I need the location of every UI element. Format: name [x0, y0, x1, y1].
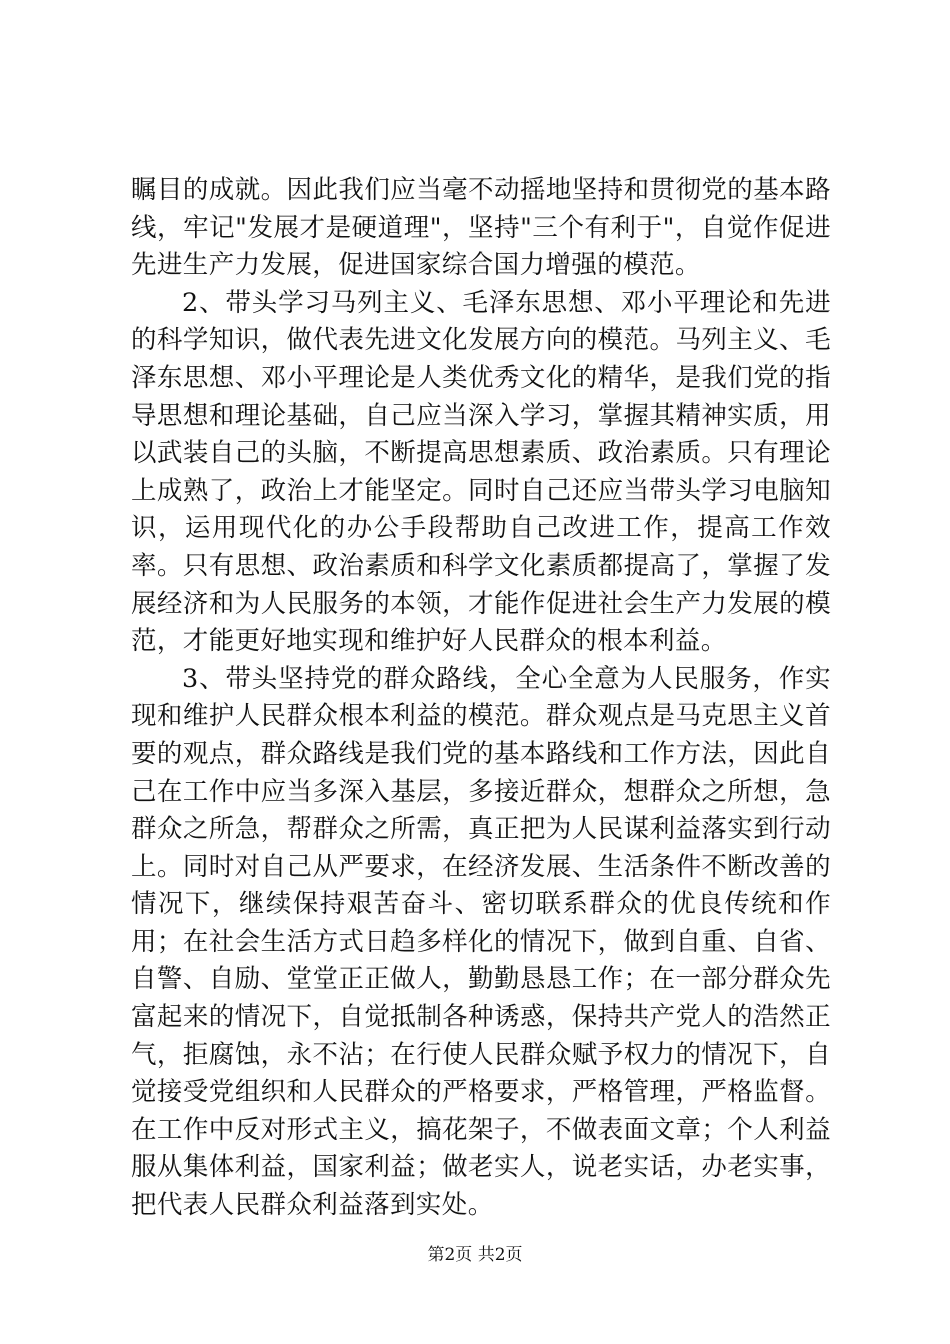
document-body [131, 172, 831, 1225]
paragraph-point-2: 2、带头学习马列主义、毛泽东思想、邓小平理论和先进的科学知识，做代表先进文化发展方向的模范。马列主义、毛泽东思想、邓小平理论是人类优秀文化的精华，是我们党的指导思想和理论基础，自己应当深入学习，掌握其精神实质，用以武装自己的头脑，不断提高思想素质、政治素质。只有理论上成熟了，政治上才能坚定。同时自己还应当带头学习电脑知识，运用现代化的办公手段帮助自己改进工作，提高工作效率。只有思想、政治素质和科学文化素质都提高了，掌握了发展经济和为人民服务的本领，才能作促进社会生产力发展的模范，才能更好地实现和维护好人民群众的根本利益。 [131, 287, 831, 657]
paragraph-continuation: 瞩目的成就。因此我们应当毫不动摇地坚持和贯彻党的基本路线，牢记"发展才是硬道理"，坚持"三个有利于"，自觉作促进先进生产力发展，促进国家综合国力增强的模范。 [131, 175, 831, 281]
paragraph-point-3: 3、带头坚持党的群众路线，全心全意为人民服务，作实现和维护人民群众根本利益的模范。群众观点是马克思主义首要的观点，群众路线是我们党的基本路线和工作方法，因此自己在工作中应当多深入基层，多接近群众，想群众之所想，急群众之所急，帮群众之所需，真正把为人民谋利益落实到行动上。同时对自己从严要求，在经济发展、生活条件不断改善的情况下，继续保持艰苦奋斗、密切联系群众的优良传统和作用；在社会生活方式日趋多样化的情况下，做到自重、自省、自警、自励、堂堂正正做人，勤勤恳恳工作；在一部分群众先富起来的情况下，自觉抵制各种诱惑，保持共产党人的浩然正气，拒腐蚀，永不沾；在行使人民群众赋予权力的情况下，自觉接受党组织和人民群众的严格要求，严格管理，严格监督。在工作中反对形式主义，搞花架子，不做表面文章；个人利益服从集体利益，国家利益；做老实人，说老实话，办老实事，把代表人民群众利益落到实处。 [131, 663, 831, 1221]
page-number-footer: 第2页 共2页 [427, 1245, 523, 1265]
